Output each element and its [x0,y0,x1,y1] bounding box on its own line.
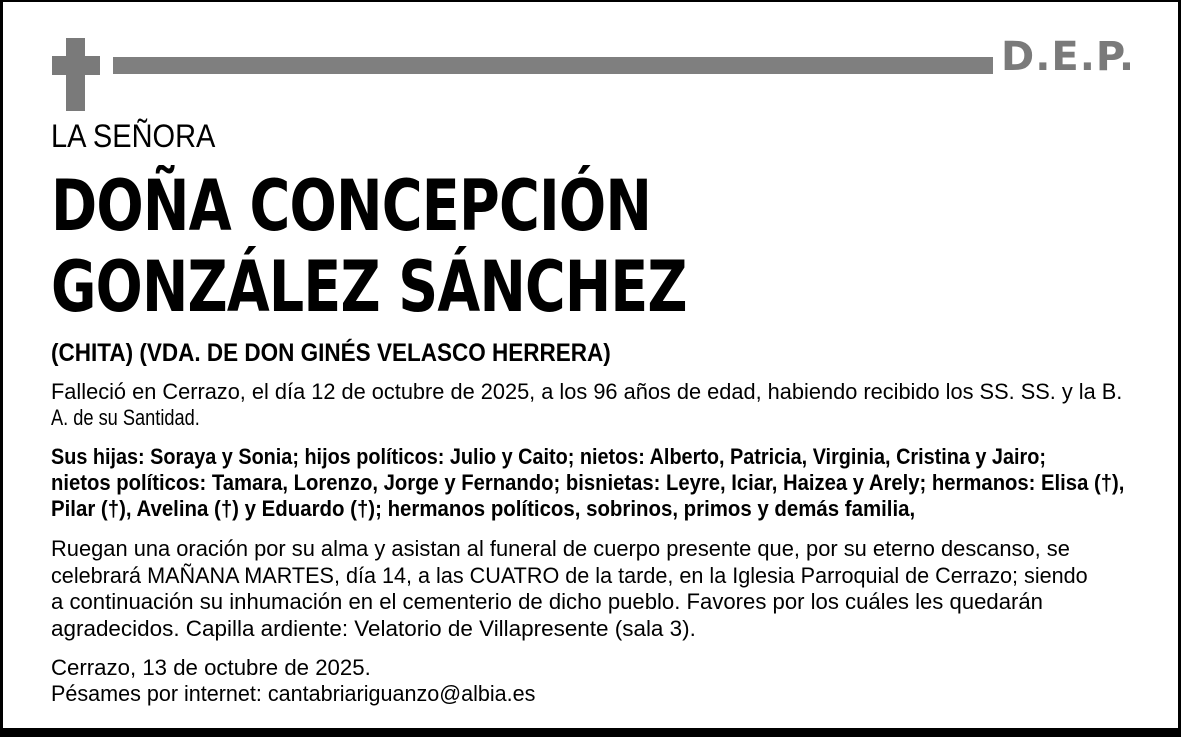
funeral-line-1: Ruegan una oración por su alma y asistan al funeral de cuerpo presente que, por su eterno descanso, se [51,536,1070,561]
header-rule [113,57,993,74]
funeral-line-3: a continuación su inhumación en el cementerio de dicho pueblo. Favores por los cuáles les quedarán [51,589,1043,614]
place-date: Cerrazo, 13 de octubre de 2025. [51,655,371,680]
alias-widow-of: (CHITA) (VDA. DE DON GINÉS VELASCO HERRERA) [51,339,611,367]
funeral-line-2: celebrará MAÑANA MARTES, día 14, a las CUATRO de la tarde, en la Iglesia Parroquial de Cerrazo; siendo [51,563,1088,588]
deceased-name-line-2: GONZÁLEZ SÁNCHEZ [51,246,687,328]
funeral-line-4: agradecidos. Capilla ardiente: Velatorio de Villapresente (sala 3). [51,616,696,641]
family-line-2: nietos políticos: Tamara, Lorenzo, Jorge y Fernando; bisnietas: Leyre, Iciar, Haizea y Arely; hermanos: Elisa (†), [51,470,1125,495]
dep-label: D.E.P. [1001,34,1136,80]
family-line-3: Pilar (†), Avelina (†) y Eduardo (†); hermanos políticos, sobrinos, primos y demás familia, [51,496,916,521]
family-line-1: Sus hijas: Soraya y Sonia; hijos políticos: Julio y Caito; nietos: Alberto, Patricia, Virginia, Cristina y Jairo; [51,444,1046,469]
death-notice-line-2: A. de su Santidad. [51,405,200,430]
deceased-name-line-1: DOÑA CONCEPCIÓN [51,165,652,247]
honorific: LA SEÑORA [51,118,216,154]
death-notice-line-1: Falleció en Cerrazo, el día 12 de octubre de 2025, a los 96 años de edad, habiendo recibido los SS. SS. y la B. [51,379,1123,404]
condolences-email: Pésames por internet: cantabriariguanzo@albia.es [51,681,536,706]
cross-icon-arm [52,56,100,75]
